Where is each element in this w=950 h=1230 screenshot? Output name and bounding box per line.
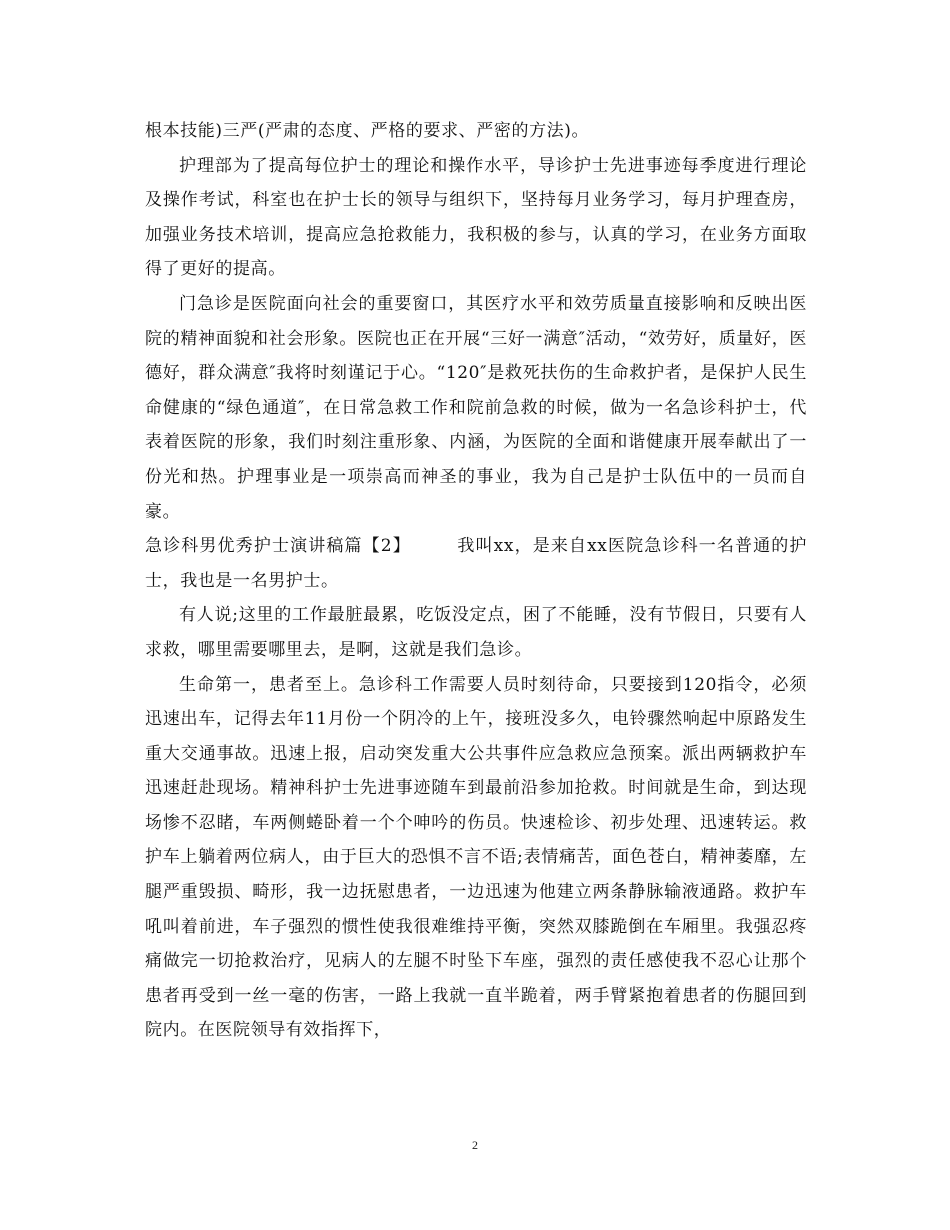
page-number: 2 <box>472 1138 478 1152</box>
paragraph-2: 护理部为了提高每位护士的理论和操作水平，导诊护士先进事迹每季度进行理论及操作考试，科室也在护士长的领导与组织下，坚持每月业务学习，每月护理查房，加强业务技术培训，提高应急抢救能力，我积极的参与，认真的学习，在业务方面取得了更好的提高。 <box>145 155 807 280</box>
section-heading: 急诊科男优秀护士演讲稿篇【2】 <box>145 536 411 557</box>
body-text <box>145 114 807 1048</box>
section-intro-text: 我叫xx，是来自xx医院急诊科一名普通的护士，我也是一名男护士。 <box>145 536 807 591</box>
paragraph-4: 有人说;这里的工作最脏最累，吃饭没定点，困了不能睡，没有节假日，只要有人求救，哪里需要哪里去，是啊，这就是我们急诊。 <box>145 605 807 660</box>
section-heading-line <box>145 529 807 598</box>
paragraph-3: 门急诊是医院面向社会的重要窗口，其医疗水平和效劳质量直接影响和反映出医院的精神面貌和社会形象。医院也正在开展“三好一满意″活动，“效劳好，质量好，医德好，群众满意″我将时刻谨记于心。“120″是救死扶伤的生命救护者，是保护人民生命健康的“绿色通道″，在日常急救工作和院前急救的时候，做为一名急诊科护士，代表着医院的形象，我们时刻注重形象、内涵，为医院的全面和谐健康开展奉献出了一份光和热。护理事业是一项崇高而神圣的事业，我为自己是护士队伍中的一员而自豪。 <box>145 293 807 522</box>
paragraph-1: 根本技能)三严(严肃的态度、严格的要求、严密的方法)。 <box>145 121 590 141</box>
paragraph-5: 生命第一，患者至上。急诊科工作需要人员时刻待命，只要接到120指令，必须迅速出车，记得去年11月份一个阴冷的上午，接班没多久，电铃骤然响起中原路发生重大交通事故。迅速上报，启动突发重大公共事件应急救应急预案。派出两辆救护车迅速赶赴现场。精神科护士先进事迹随车到最前沿参加抢救。时间就是生命，到达现场惨不忍睹，车两侧蜷卧着一个个呻吟的伤员。快速检诊、初步处理、迅速转运。救护车上躺着两位病人，由于巨大的恐惧不言不语;表情痛苦，面色苍白，精神萎靡，左腿严重毁损、畸形，我一边抚慰患者，一边迅速为他建立两条静脉输液通路。救护车吼叫着前进，车子强烈的惯性使我很难维持平衡，突然双膝跪倒在车厢里。我强忍疼痛做完一切抢救治疗，见病人的左腿不时坠下车座，强烈的责任感使我不忍心让那个患者再受到一丝一毫的伤害，一路上我就一直半跪着，两手臂紧抱着患者的伤腿回到院内。在医院领导有效指挥下， <box>145 674 807 1041</box>
